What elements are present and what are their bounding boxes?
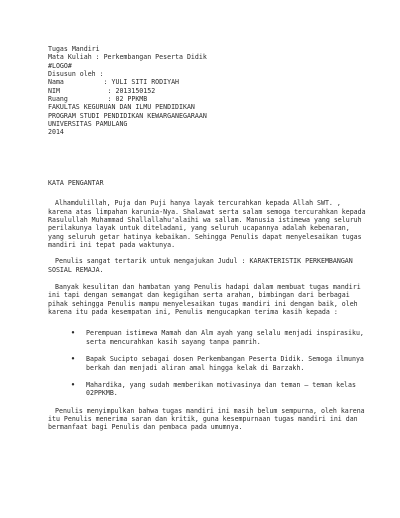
student-id: NIM : 2013150152 [48,86,156,95]
list-item-text: Perempuan istimewa Mamah dan Alm ayah yang selalu menjadi inspirasiku, serta mencurahkan kasih sayang tanpa pamrih. [86,329,364,346]
year: 2014 [48,128,64,137]
preface-section [48,179,368,432]
study-program: PROGRAM STUDI PENDIDIKAN KEWARGANEGARAAN [48,111,207,120]
logo-placeholder: #LOGO# [48,61,72,70]
classroom: Ruang : 02 PPKMB [48,95,148,104]
university-name: UNIVERSITAS PAMULANG [48,120,128,129]
preface-paragraph-closing: Penulis menyimpulkan bahwa tugas mandiri ini masih belum sempurna, oleh karena itu Penulis menerima saran dan kritik, guna kesempurnaan tugas mandiri ini dan bermanfaat bagi Penulis dan pembaca pada umumnya. [48,406,365,432]
list-item [71,355,368,372]
course-name: Mata Kuliah : Perkembangan Peserta Didik [48,53,207,62]
list-item-text: Mahardika, yang sudah memberikan motivasinya dan teman – teman kelas 02PPKMB. [86,380,356,398]
list-item [71,329,368,346]
list-item [71,381,368,398]
list-item-text: Bapak Sucipto sebagai dosen Perkembangan Peserta Didik. Semoga ilmunya berkah dan menjadi aliran amal hingga kelak di Barzakh. [86,355,364,372]
preface-heading: KATA PENGANTAR [48,179,104,187]
bullet-icon: • [71,355,75,364]
assignment-title: Tugas Mandiri [48,45,100,53]
cover-block [48,45,207,137]
preface-paragraph-gratitude: Alhamdulillah, Puja dan Puji hanya layak tercurahkan kepada Allah SWT. , karena atas limpahan karunia-Nya. Shalawat serta salam semoga tercurahkan kepada Rasulullah Muhammad Shallallahu'alaihi wa sallam. Manusia istimewa yang seluruh perilakunya layak untuk diteladani, yang seluruh ucapannya adalah kebenaran, yang seluruh getar hatinya kebaikan. Sehingga Penulis dapat menyelesaikan tugas mandiri ini tepat pada waktunya. [48,199,366,250]
bullet-icon: • [71,329,75,338]
preface-paragraph-thanks: Banyak kesulitan dan hambatan yang Penulis hadapi dalam membuat tugas mandiri ini tapi dengan semangat dan kegigihan serta arahan, bimbingan dari berbagai pihak sehingga Penulis mampu menyelesaikan tugas mandiri ini dengan baik, oleh karena itu pada kesempatan ini, Penulis mengucapkan terima kasih kepada : [48,283,361,317]
bullet-icon: • [71,380,75,389]
faculty-name: FAKULTAS KEGURUAN DAN ILMU PENDIDIKAN [48,103,195,112]
student-name: Nama : YULI SITI RODIYAH [48,78,180,87]
compiled-by-label: Disusun oleh : [48,70,104,79]
thanks-list [48,329,368,397]
preface-paragraph-title: Penulis sangat tertarik untuk mengajukan Judul : KARAKTERISTIK PERKEMBANGAN SOSIAL REMAJA. [48,257,353,274]
